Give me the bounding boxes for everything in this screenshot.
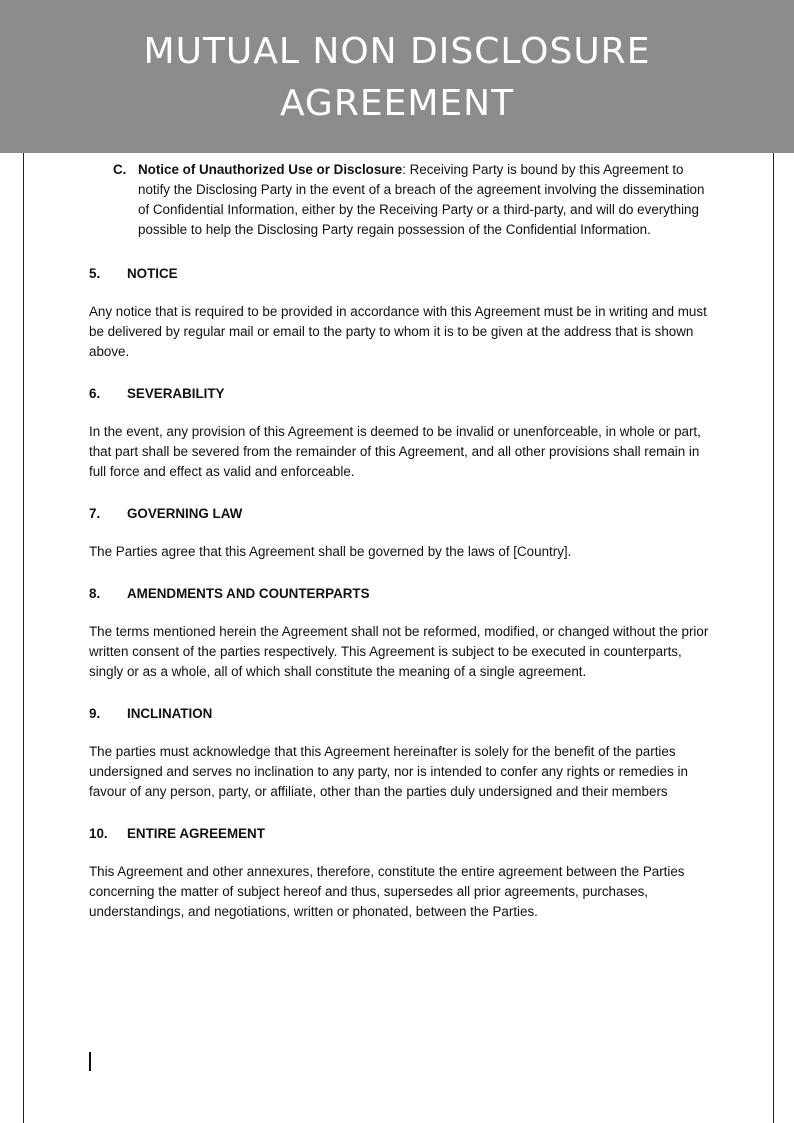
- section-amendments: [89, 584, 719, 682]
- section-number: 7.: [89, 506, 101, 521]
- banner-title: MUTUAL NON DISCLOSURE AGREEMENT: [143, 30, 651, 124]
- section-number: 10.: [89, 826, 108, 841]
- page-border-right: [773, 153, 774, 1123]
- section-heading: [89, 584, 719, 604]
- clause-c-heading: Notice of Unauthorized Use or Disclosure: [138, 162, 403, 177]
- section-title: AMENDMENTS AND COUNTERPARTS: [127, 586, 370, 601]
- section-entire-agreement: [89, 824, 719, 922]
- section-notice: [89, 264, 719, 362]
- section-title: GOVERNING LAW: [127, 506, 243, 521]
- page-border-left: [23, 153, 24, 1123]
- clause-c: [89, 160, 719, 240]
- title-banner: [0, 0, 794, 153]
- section-title: NOTICE: [127, 266, 178, 281]
- section-body: This Agreement and other annexures, therefore, constitute the entire agreement between the Parties concerning the matter of subject hereof and thus, supersedes all prior agreements, purchases, understandings, and negotiations, written or phonated, between the Parties.: [89, 864, 685, 919]
- section-heading: [89, 264, 719, 284]
- section-body: The parties must acknowledge that this Agreement hereinafter is solely for the benefit of the parties undersigned and serves no inclination to any party, nor is intended to confer any rights or remedies in favour of any person, party, or affiliate, other than the parties duly undersigned and their members: [89, 744, 688, 799]
- section-heading: [89, 384, 719, 404]
- section-number: 5.: [89, 266, 101, 281]
- section-body: The Parties agree that this Agreement shall be governed by the laws of [Country].: [89, 544, 572, 559]
- section-body: In the event, any provision of this Agreement is deemed to be invalid or unenforceable, in whole or part, that part shall be severed from the remainder of this Agreement, and all other provisions shall remain in full force and effect as valid and enforceable.: [89, 424, 701, 479]
- section-number: 6.: [89, 386, 101, 401]
- clause-c-letter: C.: [113, 162, 127, 177]
- section-body: The terms mentioned herein the Agreement shall not be reformed, modified, or changed without the prior written consent of the parties respectively. This Agreement is subject to be executed in counterparts, singly or as a whole, all of which shall constitute the meaning of a single agreement.: [89, 624, 709, 679]
- text-cursor: [89, 1052, 91, 1071]
- document-body[interactable]: [89, 160, 719, 922]
- section-number: 9.: [89, 706, 101, 721]
- section-title: SEVERABILITY: [127, 386, 225, 401]
- section-governing-law: [89, 504, 719, 562]
- section-title: INCLINATION: [127, 706, 213, 721]
- section-inclination: [89, 704, 719, 802]
- section-heading: [89, 504, 719, 524]
- section-number: 8.: [89, 586, 101, 601]
- section-severability: [89, 384, 719, 482]
- section-title: ENTIRE AGREEMENT: [127, 826, 265, 841]
- section-heading: [89, 824, 719, 844]
- clause-c-text: : Receiving Party is bound by this Agreement to notify the Disclosing Party in the event of a breach of the agreement involving the dissemination of Confidential Information, either by the Receiving Party or a third-party, and will do everything possible to help the Disclosing Party regain possession of the Confidential Information.: [138, 162, 705, 237]
- section-body: Any notice that is required to be provided in accordance with this Agreement must be in writing and must be delivered by regular mail or email to the party to whom it is to be given at the address that is shown above.: [89, 304, 707, 359]
- section-heading: [89, 704, 719, 724]
